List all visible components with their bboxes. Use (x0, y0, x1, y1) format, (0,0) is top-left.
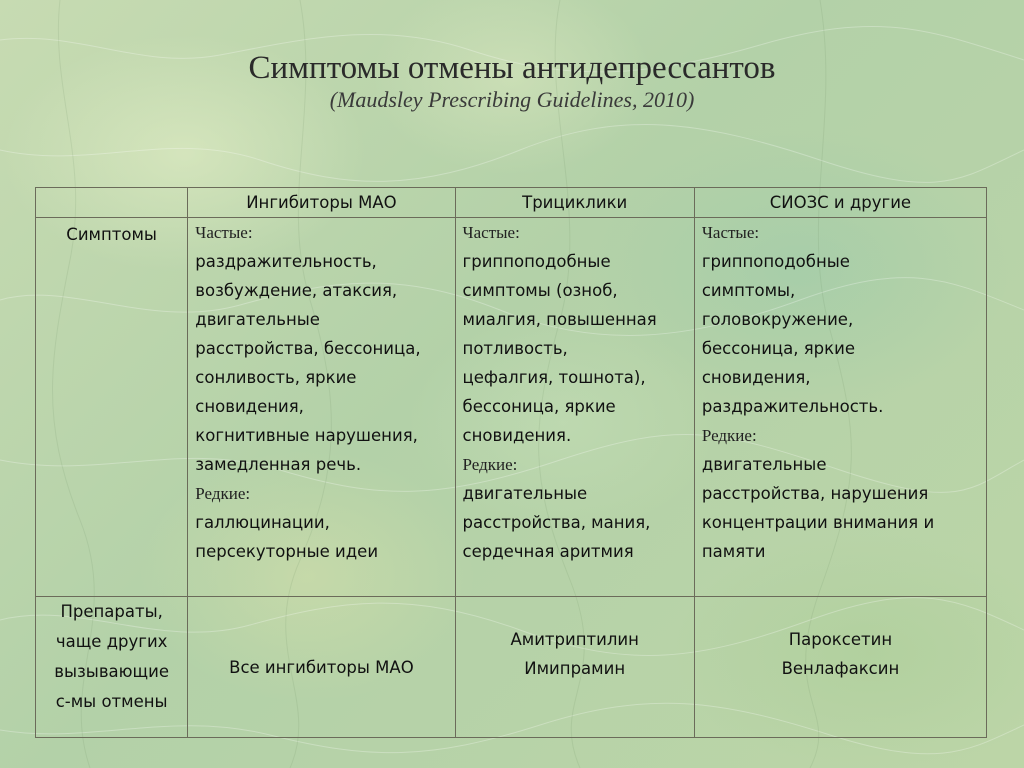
symptom-line: двигательные (462, 484, 588, 503)
frequent-label: Частые: (701, 223, 760, 242)
symptom-line: замедленная речь. (195, 455, 362, 474)
header-empty-cell (36, 188, 188, 218)
symptoms-ssri-cell (694, 218, 986, 597)
symptom-line: бессоница, яркие (462, 397, 616, 416)
symptom-line: гриппоподобные (701, 252, 850, 271)
drug-name: Венлафаксин (781, 659, 900, 678)
symptom-line: миалгия, повышенная (462, 310, 657, 329)
symptoms-row-label: Симптомы (36, 218, 188, 597)
drug-name: Все ингибиторы МАО (229, 657, 414, 677)
symptom-line: потливость, (462, 339, 568, 358)
symptom-line: галлюцинации, (195, 513, 330, 532)
drug-name: Имипрамин (524, 659, 626, 678)
symptom-line: расстройства, нарушения (701, 484, 929, 503)
symptom-line: расстройства, мания, (462, 513, 651, 532)
symptom-line: раздражительность, (195, 252, 377, 271)
symptom-line: двигательные (701, 455, 827, 474)
symptoms-row (36, 218, 987, 597)
symptom-line: расстройства, бессоница, (195, 339, 421, 358)
drugs-ssri-cell (694, 597, 986, 738)
title-block (0, 48, 1024, 114)
symptom-line: бессоница, яркие (701, 339, 855, 358)
symptom-line: возбуждение, атаксия, (195, 281, 398, 300)
symptom-line: когнитивные нарушения, (195, 426, 418, 445)
symptom-line: сновидения, (701, 368, 811, 387)
symptom-line: двигательные (195, 310, 320, 329)
drugs-tricyclics-cell (455, 597, 694, 738)
header-tricyclics: Трициклики (455, 188, 694, 218)
frequent-label: Частые: (462, 223, 520, 242)
symptom-line: концентрации внимания и (701, 513, 935, 532)
drugs-label-line: вызывающие (54, 662, 169, 681)
withdrawal-table (35, 187, 987, 738)
frequent-label: Частые: (195, 223, 253, 242)
drugs-label-line: с-мы отмены (55, 692, 168, 711)
symptom-line: симптомы (озноб, (462, 281, 618, 300)
symptom-line: головокружение, (701, 310, 854, 329)
drugs-label-line: чаще других (55, 632, 168, 651)
slide-title: Симптомы отмены антидепрессантов (248, 50, 776, 86)
header-mao: Ингибиторы МАО (188, 188, 455, 218)
slide-subtitle: (Maudsley Prescribing Guidelines, 2010) (329, 87, 695, 112)
symptom-line: сновидения, (195, 397, 304, 416)
drug-name: Пароксетин (788, 630, 893, 649)
symptoms-tricyclics-cell (455, 218, 694, 597)
drugs-label-line: Препараты, (60, 602, 163, 621)
symptom-line: раздражительность. (701, 397, 884, 416)
symptom-line: сердечная аритмия (462, 542, 634, 561)
drugs-row-label (36, 597, 188, 738)
symptom-line: памяти (701, 542, 766, 561)
header-row (36, 188, 987, 218)
drug-name: Амитриптилин (510, 630, 639, 649)
drugs-mao-cell (188, 597, 455, 738)
symptom-line: гриппоподобные (462, 252, 611, 271)
symptoms-mao-cell (188, 218, 455, 597)
symptom-line: сонливость, яркие (195, 368, 357, 387)
header-ssri: СИОЗС и другие (694, 188, 986, 218)
rare-label: Редкие: (701, 426, 757, 445)
rare-label: Редкие: (462, 455, 518, 474)
symptom-line: сновидения. (462, 426, 572, 445)
rare-label: Редкие: (195, 484, 251, 503)
symptom-line: симптомы, (701, 281, 796, 300)
symptom-line: цефалгия, тошнота), (462, 368, 646, 387)
drugs-row (36, 597, 987, 738)
symptom-line: персекуторные идеи (195, 542, 379, 561)
